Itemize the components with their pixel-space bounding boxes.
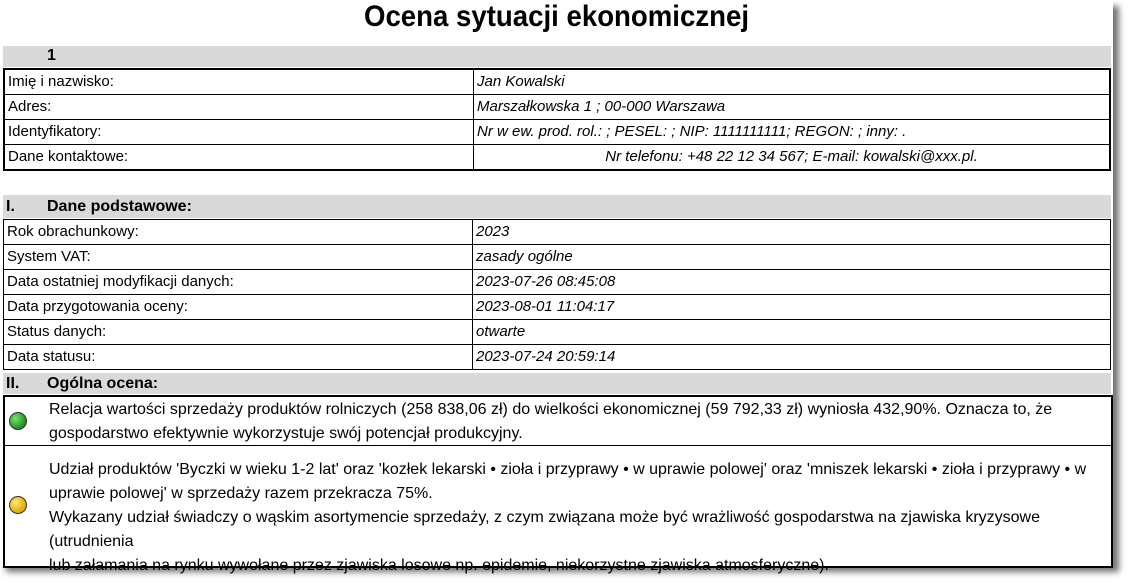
status-green-icon [9, 412, 27, 430]
basic-value: otwarte [473, 320, 1111, 345]
section-ii-number: II. [6, 375, 20, 392]
table-row [4, 145, 1110, 171]
section-number: 1 [47, 47, 56, 64]
evaluation-text [49, 397, 1111, 446]
section-header-band [3, 46, 1111, 67]
basic-value: 2023 [473, 220, 1111, 245]
table-row [4, 220, 1111, 245]
evaluation-line: uprawie polowej' w sprzedaży razem przekracza 75%. [49, 485, 433, 502]
identity-value: Jan Kowalski [474, 69, 1111, 95]
section-i-number: I. [6, 198, 15, 215]
basic-value: 2023-07-26 08:45:08 [473, 270, 1111, 295]
basic-value: zasady ogólne [473, 245, 1111, 270]
identity-value: Nr w ew. prod. rol.: ; PESEL: ; NIP: 1111111111; REGON: ; inny: . [474, 120, 1111, 145]
basic-data-table [3, 219, 1111, 370]
identity-label: Identyfikatory: [4, 120, 474, 145]
identity-label: Adres: [4, 95, 474, 120]
section-i-title: Dane podstawowe: [47, 198, 192, 215]
evaluation-line: lub załamania na rynku wywołane przez zjawiska losowe np. epidemie, niekorzystne zjawiska atmosferyczne). [49, 557, 829, 574]
table-row [4, 69, 1110, 95]
table-row [4, 320, 1111, 345]
basic-label: Status danych: [4, 320, 473, 345]
table-row [4, 120, 1110, 145]
evaluation-list [3, 395, 1113, 574]
table-row [4, 295, 1111, 320]
evaluation-item [5, 445, 1111, 574]
identity-value: Nr telefonu: +48 22 12 34 567; E-mail: kowalski@xxx.pl. [474, 145, 1111, 171]
table-row [4, 245, 1111, 270]
table-row [4, 270, 1111, 295]
page-title: Ocena sytuacji ekonomicznej [363, 0, 750, 33]
basic-label: Rok obrachunkowy: [4, 220, 473, 245]
evaluation-text [49, 446, 1111, 578]
identity-value: Marszałkowska 1 ; 00-000 Warszawa [474, 95, 1111, 120]
evaluation-line: Wykazany udział świadczy o wąskim asortymencie sprzedaży, z czym związana może być wrażliwość gospodarstwa na zjawiska kryzysowe (utrudnienia [49, 509, 1041, 550]
status-yellow-icon [9, 496, 27, 514]
evaluation-line: Udział produktów 'Byczki w wieku 1-2 lat' oraz 'kozłek lekarski • zioła i przyprawy • w uprawie polowej' oraz 'mniszek lekarski • zioła i przyprawy • w [49, 461, 1087, 478]
table-row [4, 95, 1110, 120]
identity-label: Dane kontaktowe: [4, 145, 474, 171]
identity-label: Imię i nazwisko: [4, 69, 474, 95]
evaluation-line: Relacja wartości sprzedaży produktów rolniczych (258 838,06 zł) do wielkości ekonomicznej (59 792,33 zł) wyniosła 432,90%. Oznacza to, że [49, 401, 1053, 418]
evaluation-line: gospodarstwo efektywnie wykorzystuje swój potencjał produkcyjny. [49, 425, 523, 442]
basic-value: 2023-07-24 20:59:14 [473, 345, 1111, 370]
table-row [4, 345, 1111, 370]
basic-label: System VAT: [4, 245, 473, 270]
evaluation-item [5, 397, 1111, 445]
basic-value: 2023-08-01 11:04:17 [473, 295, 1111, 320]
basic-label: Data statusu: [4, 345, 473, 370]
section-i-band [3, 195, 1111, 218]
basic-label: Data ostatniej modyfikacji danych: [4, 270, 473, 295]
section-ii-title: Ogólna ocena: [47, 375, 159, 392]
basic-label: Data przygotowania oceny: [4, 295, 473, 320]
section-ii-band [3, 373, 1111, 394]
identity-table [3, 68, 1111, 171]
